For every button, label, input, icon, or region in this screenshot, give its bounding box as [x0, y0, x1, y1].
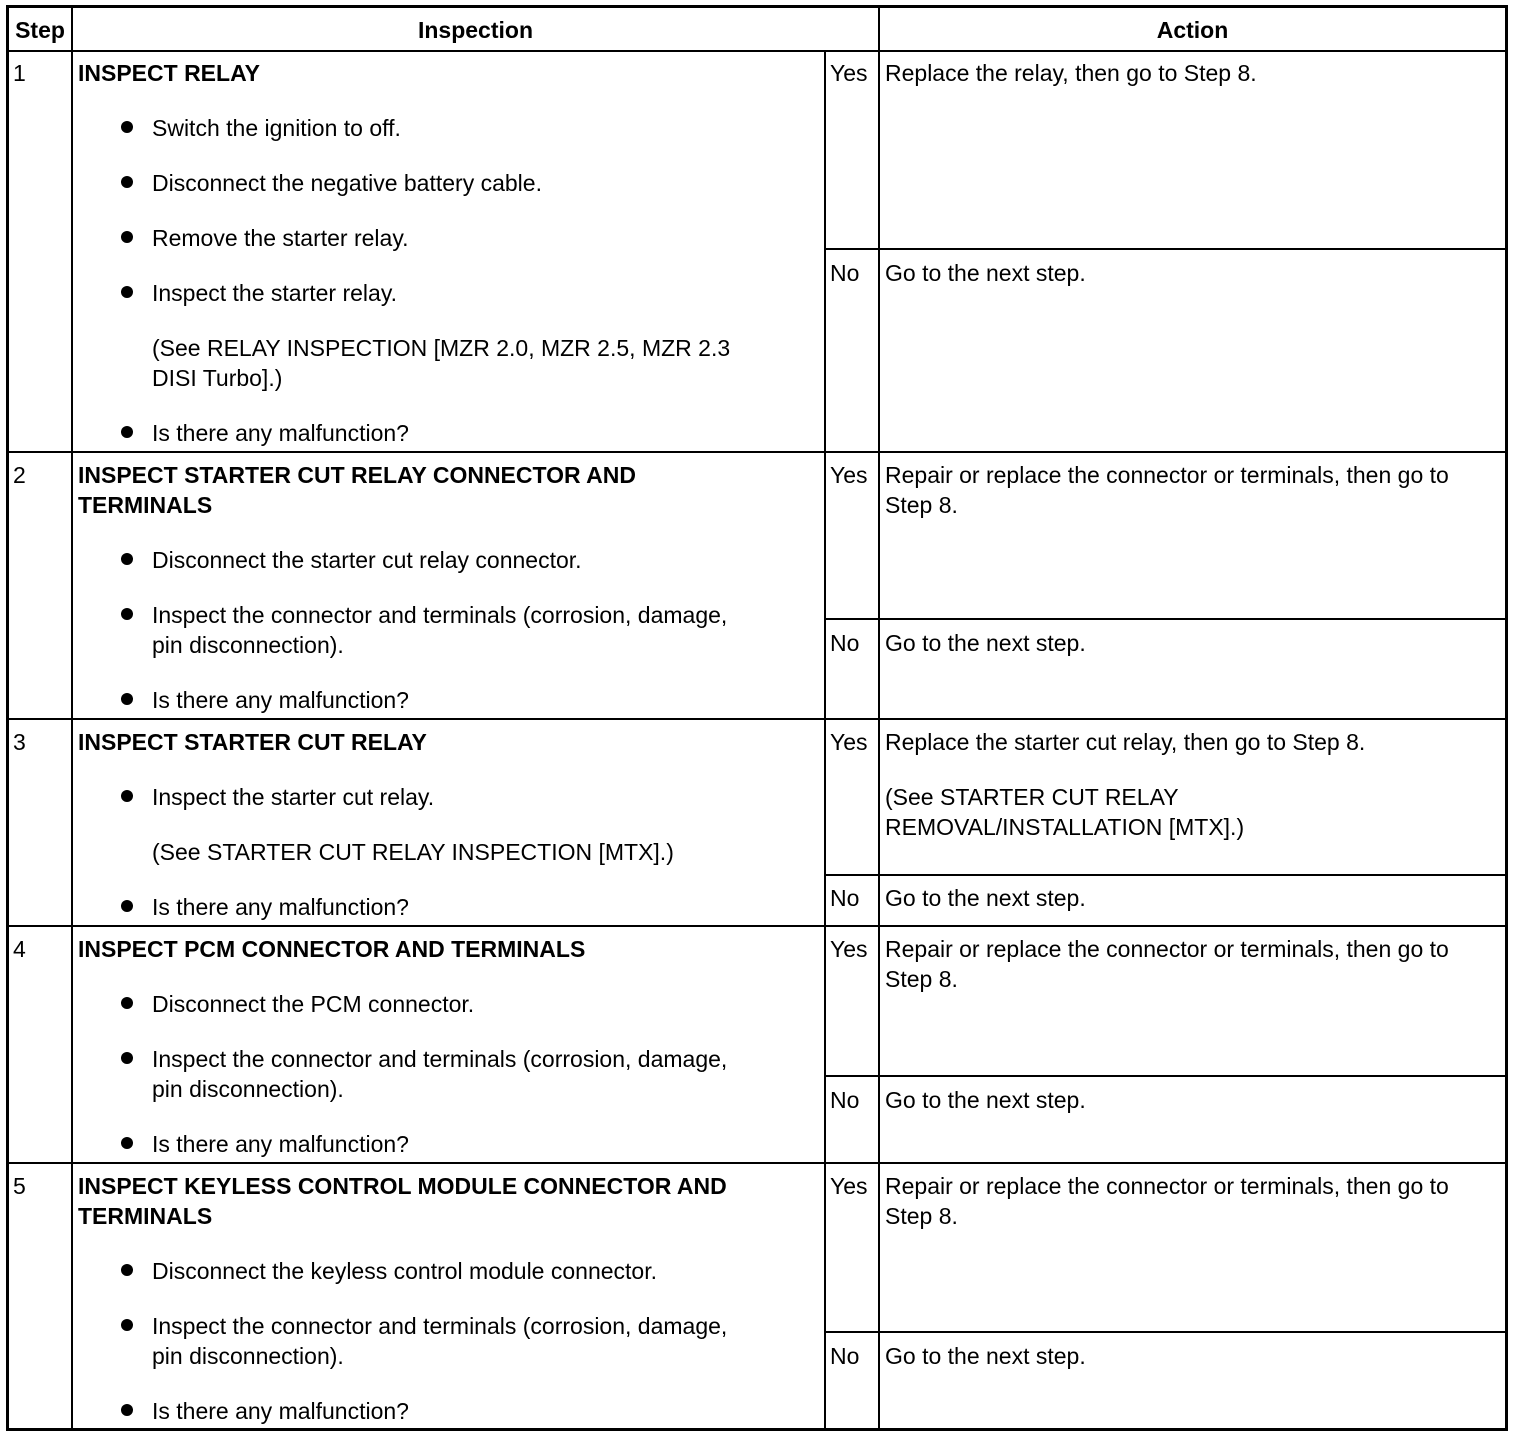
- bullet-icon: [121, 1319, 133, 1331]
- no-label: No: [830, 1087, 860, 1113]
- no-action: Go to the next step.: [885, 1087, 1086, 1113]
- list-item: Is there any malfunction?: [152, 420, 409, 446]
- bullet-icon: [121, 900, 133, 912]
- yes-label: Yes: [830, 936, 868, 962]
- step-title: INSPECT STARTER CUT RELAY: [78, 729, 427, 755]
- list-item: Inspect the connector and terminals (corrosion, damage,: [152, 602, 728, 628]
- yes-label: Yes: [830, 1173, 868, 1199]
- step-title: INSPECT STARTER CUT RELAY CONNECTOR AND: [78, 462, 637, 488]
- bullet-icon: [121, 231, 133, 243]
- step-title: INSPECT PCM CONNECTOR AND TERMINALS: [78, 936, 586, 962]
- bullet-icon: [121, 121, 133, 133]
- yes-label: Yes: [830, 462, 868, 488]
- yes-action: Step 8.: [885, 1203, 958, 1229]
- step-title: INSPECT RELAY: [78, 60, 260, 86]
- yes-no-divider: [824, 1331, 1505, 1333]
- list-item: Disconnect the PCM connector.: [152, 991, 475, 1017]
- list-item: Inspect the starter cut relay.: [152, 784, 435, 810]
- step-number: 5: [13, 1173, 26, 1199]
- bullet-icon: [121, 1052, 133, 1064]
- yes-action: Step 8.: [885, 492, 958, 518]
- yes-no-divider: [824, 618, 1505, 620]
- answer-column-divider: [824, 51, 826, 1428]
- bullet-icon: [121, 608, 133, 620]
- list-item: pin disconnection).: [152, 632, 344, 658]
- bullet-icon: [121, 426, 133, 438]
- yes-action: Repair or replace the connector or terminals, then go to: [885, 462, 1449, 488]
- step-title: TERMINALS: [78, 492, 213, 518]
- list-item: Inspect the connector and terminals (corrosion, damage,: [152, 1046, 728, 1072]
- list-item: Remove the starter relay.: [152, 225, 409, 251]
- yes-action: Step 8.: [885, 966, 958, 992]
- bullet-icon: [121, 1404, 133, 1416]
- reference-note: REMOVAL/INSTALLATION [MTX].): [885, 814, 1245, 840]
- no-action: Go to the next step.: [885, 885, 1086, 911]
- list-item: Is there any malfunction?: [152, 1131, 409, 1157]
- bullet-icon: [121, 790, 133, 802]
- step-number: 4: [13, 936, 26, 962]
- step-number: 1: [13, 60, 26, 86]
- reference-note: (See RELAY INSPECTION [MZR 2.0, MZR 2.5, MZR 2.3: [152, 335, 731, 361]
- list-item: Inspect the connector and terminals (corrosion, damage,: [152, 1313, 728, 1339]
- list-item: Disconnect the starter cut relay connector.: [152, 547, 582, 573]
- list-item: Is there any malfunction?: [152, 687, 409, 713]
- no-action: Go to the next step.: [885, 1343, 1086, 1369]
- inspection-header: Inspection: [417, 17, 533, 43]
- bullet-icon: [121, 176, 133, 188]
- bullet-icon: [121, 1264, 133, 1276]
- inspection-table: [6, 5, 1508, 1431]
- bullet-icon: [121, 553, 133, 565]
- list-item: Disconnect the keyless control module connector.: [152, 1258, 657, 1284]
- row-divider: [9, 1162, 1505, 1164]
- yes-no-divider: [824, 248, 1505, 250]
- yes-action: Repair or replace the connector or terminals, then go to: [885, 936, 1449, 962]
- list-item: Inspect the starter relay.: [152, 280, 398, 306]
- yes-no-divider: [824, 1075, 1505, 1077]
- yes-action: Replace the starter cut relay, then go to Step 8.: [885, 729, 1366, 755]
- header-divider: [9, 50, 1505, 52]
- step-title: TERMINALS: [78, 1203, 213, 1229]
- reference-note: (See STARTER CUT RELAY: [885, 784, 1179, 810]
- step-header: Step: [15, 17, 65, 43]
- row-divider: [9, 718, 1505, 720]
- bullet-icon: [121, 693, 133, 705]
- action-header: Action: [1156, 17, 1229, 43]
- yes-action: Replace the relay, then go to Step 8.: [885, 60, 1257, 86]
- no-label: No: [830, 885, 860, 911]
- list-item: pin disconnection).: [152, 1076, 344, 1102]
- bullet-icon: [121, 286, 133, 298]
- yes-action: Repair or replace the connector or terminals, then go to: [885, 1173, 1449, 1199]
- no-label: No: [830, 1343, 860, 1369]
- no-label: No: [830, 630, 860, 656]
- step-title: INSPECT KEYLESS CONTROL MODULE CONNECTOR AND: [78, 1173, 727, 1199]
- step-number: 3: [13, 729, 26, 755]
- step-number: 2: [13, 462, 26, 488]
- bullet-icon: [121, 1137, 133, 1149]
- reference-note: (See STARTER CUT RELAY INSPECTION [MTX].): [152, 839, 674, 865]
- row-divider: [9, 925, 1505, 927]
- yes-label: Yes: [830, 60, 868, 86]
- no-action: Go to the next step.: [885, 630, 1086, 656]
- bullet-icon: [121, 997, 133, 1009]
- row-divider: [9, 451, 1505, 453]
- list-item: Is there any malfunction?: [152, 894, 409, 920]
- list-item: Switch the ignition to off.: [152, 115, 401, 141]
- yes-label: Yes: [830, 729, 868, 755]
- no-label: No: [830, 260, 860, 286]
- reference-note: DISI Turbo].): [152, 365, 283, 391]
- yes-no-divider: [824, 874, 1505, 876]
- list-item: pin disconnection).: [152, 1343, 344, 1369]
- list-item: Is there any malfunction?: [152, 1398, 409, 1424]
- list-item: Disconnect the negative battery cable.: [152, 170, 542, 196]
- no-action: Go to the next step.: [885, 260, 1086, 286]
